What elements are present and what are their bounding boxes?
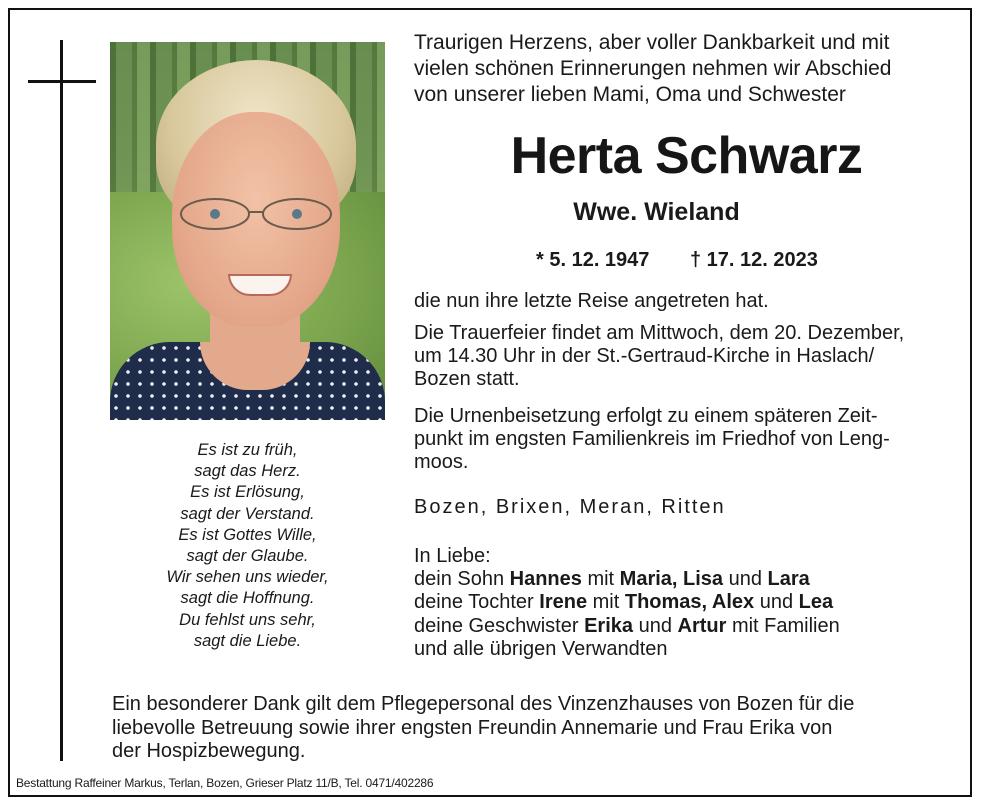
poem-line: sagt die Hoffnung. (180, 589, 315, 608)
burial-info (414, 405, 959, 474)
thanks-line: der Hospizbewegung. (112, 740, 306, 762)
journey-text (414, 290, 959, 313)
poem (110, 440, 385, 652)
intro-line: von unserer lieben Mami, Oma und Schwester (414, 83, 846, 106)
thanks-line: liebevolle Betreuung sowie ihrer engsten Freundin Annemarie und Frau Erika von (112, 716, 833, 739)
family-son (414, 568, 959, 591)
places: Bozen, Brixen, Meran, Ritten (414, 496, 726, 518)
family-name: Hannes (509, 568, 582, 591)
family-text: dein Sohn (414, 568, 510, 591)
thanks-text (112, 693, 962, 764)
thanks-line: Ein besonderer Dank gilt dem Pflegepersonal des Vinzenzhauses von Bozen für die (112, 693, 855, 715)
family-text: und (633, 614, 678, 637)
burial-line: Die Urnenbeisetzung erfolgt zu einem späteren Zeit- (414, 405, 878, 427)
intro-text (414, 30, 959, 108)
family-name: Erika (584, 614, 634, 637)
family-name: Lara (767, 568, 810, 591)
photo-glasses (170, 192, 342, 232)
funeral-home-footer: Bestattung Raffeiner Markus, Terlan, Bozen, Grieser Platz 11/B, Tel. 0471/402286 (16, 776, 434, 790)
family-text: deine Geschwister (414, 614, 585, 637)
family-name: Thomas, Alex (624, 591, 755, 614)
death-date: † 17. 12. 2023 (690, 249, 818, 271)
family-daughter (414, 591, 959, 614)
family-text: deine Tochter (414, 591, 540, 614)
poem-line: sagt die Liebe. (193, 631, 302, 650)
poem-line: Du fehlst uns sehr, (179, 610, 316, 629)
funeral-line: Die Trauerfeier findet am Mittwoch, dem 20. Dezember, (414, 322, 905, 344)
cross-icon-horizontal (28, 80, 96, 83)
family-text: mit (587, 591, 625, 614)
intro-line: vielen schönen Erinnerungen nehmen wir Abschied (414, 57, 892, 80)
poem-line: sagt der Glaube. (186, 547, 309, 566)
widow-of: Wwe. Wieland (573, 198, 740, 226)
family-name: Artur (677, 614, 727, 637)
funeral-line: um 14.30 Uhr in der St.-Gertraud-Kirche in Haslach/ (414, 345, 875, 367)
poem-line: Es ist Gottes Wille, (178, 525, 317, 544)
journey-line: die nun ihre letzte Reise angetreten hat. (414, 290, 769, 312)
portrait-photo (110, 42, 385, 420)
poem-line: Wir sehen uns wieder, (166, 568, 329, 587)
poem-line: sagt der Verstand. (180, 504, 315, 523)
burial-line: moos. (414, 451, 469, 473)
burial-line: punkt im engsten Familienkreis im Friedhof von Leng- (414, 428, 890, 450)
funeral-line: Bozen statt. (414, 368, 520, 390)
family-text: und (723, 568, 768, 591)
funeral-info (414, 322, 959, 391)
cross-icon-vertical (60, 40, 63, 761)
family-text: mit Familien (726, 614, 840, 637)
poem-line: Es ist zu früh, (197, 441, 298, 459)
poem-line: sagt das Herz. (194, 462, 301, 481)
family-text: mit (581, 568, 620, 591)
birth-date: * 5. 12. 1947 (536, 249, 650, 271)
family-name: Maria, Lisa (619, 568, 724, 591)
family-siblings (414, 615, 959, 638)
family-name: Irene (539, 591, 588, 614)
family-others: und alle übrigen Verwandten (414, 637, 668, 660)
intro-line: Traurigen Herzens, aber voller Dankbarkeit und mit (414, 31, 890, 54)
family-text: und (754, 591, 799, 614)
family-heading: In Liebe: (414, 545, 491, 567)
family-list (414, 545, 959, 661)
family-name: Lea (798, 591, 834, 614)
poem-line: Es ist Erlösung, (190, 483, 305, 502)
deceased-name: Herta Schwarz (510, 127, 863, 185)
